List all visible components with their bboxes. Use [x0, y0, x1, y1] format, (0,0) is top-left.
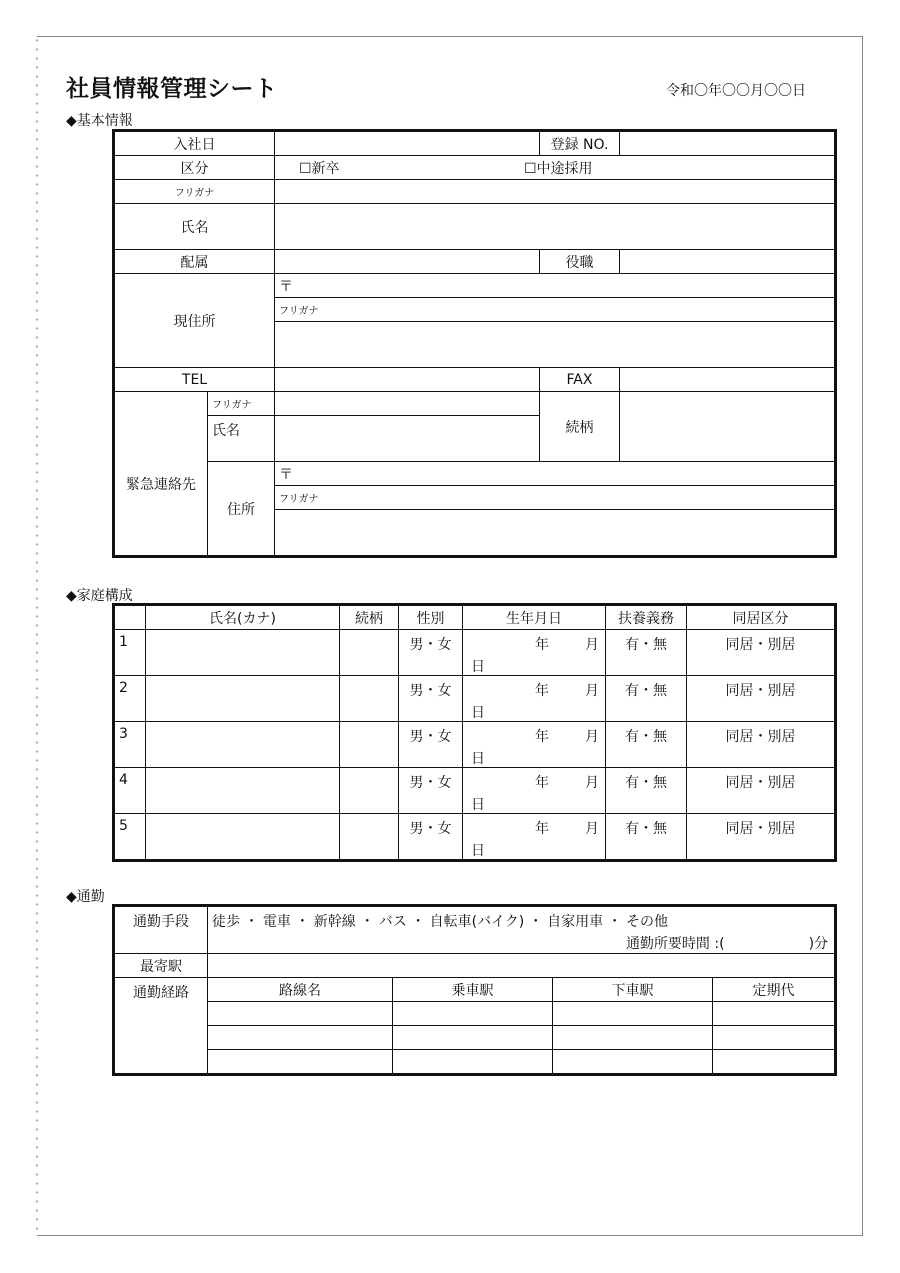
commute-means-label: 通勤手段 [115, 907, 208, 954]
nearest-station-field[interactable] [208, 954, 835, 978]
commute-table [114, 906, 835, 1074]
year-label: 年 [535, 729, 549, 745]
furigana-label: フリガナ [115, 180, 275, 204]
route-pass-fee-field[interactable] [713, 1026, 835, 1050]
fax-label: FAX [540, 368, 620, 392]
route-line-field[interactable] [208, 1002, 393, 1026]
fax-field[interactable] [620, 368, 835, 392]
family-name-field[interactable] [146, 722, 340, 768]
name-label: 氏名 [115, 204, 275, 250]
family-row-number: 4 [115, 768, 146, 814]
month-label: 月 [585, 729, 599, 745]
dept-field[interactable] [275, 250, 540, 274]
family-relation-field[interactable] [340, 630, 399, 676]
emergency-name-label: 氏名 [208, 416, 275, 462]
month-label: 月 [585, 637, 599, 653]
commute-means-options[interactable]: 徒歩 ・ 電車 ・ 新幹線 ・ バス ・ 自転車(バイク) ・ 自家用車 ・ その他 [212, 914, 669, 930]
family-header-name: 氏名(カナ) [146, 606, 340, 630]
family-header-dependent: 扶養義務 [606, 606, 687, 630]
family-row-number: 3 [115, 722, 146, 768]
page-title: 社員情報管理シート [66, 76, 278, 102]
address-field[interactable] [275, 322, 835, 368]
family-name-field[interactable] [146, 814, 340, 860]
family-dependent-option[interactable]: 有・無 [606, 630, 687, 676]
family-relation-field[interactable] [340, 676, 399, 722]
family-cohabit-option[interactable]: 同居・別居 [687, 768, 835, 814]
name-field[interactable] [275, 204, 835, 250]
family-row-number: 2 [115, 676, 146, 722]
emergency-furigana-field[interactable] [275, 392, 540, 416]
reg-no-field[interactable] [620, 132, 835, 156]
table-row [115, 814, 835, 860]
day-label: 日 [471, 705, 485, 721]
reg-no-label: 登録 NO. [540, 132, 620, 156]
family-cohabit-option[interactable]: 同居・別居 [687, 630, 835, 676]
category-label: 区分 [115, 156, 275, 180]
route-boarding-field[interactable] [393, 1050, 553, 1074]
family-birthdate-field[interactable] [463, 814, 606, 860]
emergency-address-furigana-field[interactable]: フリガナ [275, 486, 835, 510]
year-label: 年 [535, 775, 549, 791]
commute-means-field[interactable] [208, 907, 835, 954]
table-row [115, 676, 835, 722]
family-relation-field[interactable] [340, 814, 399, 860]
route-pass-fee-field[interactable] [713, 1050, 835, 1074]
year-label: 年 [535, 821, 549, 837]
route-boarding-field[interactable] [393, 1026, 553, 1050]
tel-field[interactable] [275, 368, 540, 392]
route-header-line: 路線名 [208, 978, 393, 1002]
position-label: 役職 [540, 250, 620, 274]
table-row [115, 1050, 835, 1074]
family-dependent-option[interactable]: 有・無 [606, 814, 687, 860]
family-header-no [115, 606, 146, 630]
day-label: 日 [471, 751, 485, 767]
relation-field[interactable] [620, 392, 835, 462]
route-pass-fee-field[interactable] [713, 1002, 835, 1026]
commute-route-label: 通勤経路 [115, 978, 208, 1074]
route-boarding-field[interactable] [393, 1002, 553, 1026]
route-alighting-field[interactable] [553, 1002, 713, 1026]
emergency-contact-label: 緊急連絡先 [115, 392, 208, 556]
furigana-field[interactable] [275, 180, 835, 204]
family-sex-option[interactable]: 男・女 [399, 722, 463, 768]
month-label: 月 [585, 821, 599, 837]
family-name-field[interactable] [146, 768, 340, 814]
family-relation-field[interactable] [340, 722, 399, 768]
section-family: ◆家庭構成 [66, 588, 133, 604]
section-basic-info: ◆基本情報 [66, 113, 133, 129]
month-label: 月 [585, 775, 599, 791]
family-header-relation: 続柄 [340, 606, 399, 630]
address-label: 現住所 [115, 274, 275, 368]
route-header-pass-fee: 定期代 [713, 978, 835, 1002]
postal-code-field[interactable]: 〒 [275, 274, 835, 298]
day-label: 日 [471, 843, 485, 859]
family-header-cohabit: 同居区分 [687, 606, 835, 630]
family-dependent-option[interactable]: 有・無 [606, 768, 687, 814]
family-cohabit-option[interactable]: 同居・別居 [687, 676, 835, 722]
month-label: 月 [585, 683, 599, 699]
family-birthdate-field[interactable] [463, 630, 606, 676]
category-options [275, 156, 835, 180]
route-line-field[interactable] [208, 1050, 393, 1074]
family-header-birthdate: 生年月日 [463, 606, 606, 630]
family-birthdate-field[interactable] [463, 768, 606, 814]
family-relation-field[interactable] [340, 768, 399, 814]
emergency-address-field[interactable] [275, 510, 835, 556]
route-header-boarding: 乗車駅 [393, 978, 553, 1002]
table-row [115, 630, 835, 676]
family-dependent-option[interactable]: 有・無 [606, 722, 687, 768]
tel-label: TEL [115, 368, 275, 392]
commute-time-label: 通勤所要時間 :( [625, 936, 725, 952]
day-label: 日 [471, 659, 485, 675]
family-dependent-option[interactable]: 有・無 [606, 676, 687, 722]
year-label: 年 [535, 637, 549, 653]
table-row [115, 1026, 835, 1050]
commute-time-field[interactable] [626, 933, 828, 953]
family-sex-option[interactable]: 男・女 [399, 768, 463, 814]
family-cohabit-option[interactable]: 同居・別居 [687, 814, 835, 860]
section-commute: ◆通勤 [66, 889, 105, 905]
document-date: 令和〇年〇〇月〇〇日 [666, 83, 806, 99]
family-row-number: 1 [115, 630, 146, 676]
join-date-field[interactable] [275, 132, 540, 156]
family-sex-option[interactable]: 男・女 [399, 814, 463, 860]
relation-label: 続柄 [540, 392, 620, 462]
table-row [115, 768, 835, 814]
family-cohabit-option[interactable]: 同居・別居 [687, 722, 835, 768]
emergency-name-field[interactable] [275, 416, 540, 462]
family-name-field[interactable] [146, 676, 340, 722]
family-header-sex: 性別 [399, 606, 463, 630]
route-line-field[interactable] [208, 1026, 393, 1050]
emergency-furigana-label: フリガナ [208, 392, 275, 416]
table-row [115, 1002, 835, 1026]
family-table [114, 605, 835, 860]
emergency-address-label: 住所 [208, 462, 275, 556]
address-furigana-field[interactable]: フリガナ [275, 298, 835, 322]
nearest-station-label: 最寄駅 [115, 954, 208, 978]
commute-time-unit: )分 [808, 936, 829, 952]
day-label: 日 [471, 797, 485, 813]
family-name-field[interactable] [146, 630, 340, 676]
family-sex-option[interactable]: 男・女 [399, 676, 463, 722]
position-field[interactable] [620, 250, 835, 274]
new-grad-checkbox[interactable]: ☐新卒 [299, 160, 340, 177]
year-label: 年 [535, 683, 549, 699]
join-date-label: 入社日 [115, 132, 275, 156]
dept-label: 配属 [115, 250, 275, 274]
family-birthdate-field[interactable] [463, 722, 606, 768]
route-alighting-field[interactable] [553, 1026, 713, 1050]
route-alighting-field[interactable] [553, 1050, 713, 1074]
route-header-alighting: 下車駅 [553, 978, 713, 1002]
family-birthdate-field[interactable] [463, 676, 606, 722]
family-sex-option[interactable]: 男・女 [399, 630, 463, 676]
table-row [115, 722, 835, 768]
mid-career-checkbox[interactable]: ☐中途採用 [524, 160, 593, 177]
basic-info-table [114, 131, 835, 556]
emergency-postal-field[interactable]: 〒 [275, 462, 835, 486]
family-row-number: 5 [115, 814, 146, 860]
